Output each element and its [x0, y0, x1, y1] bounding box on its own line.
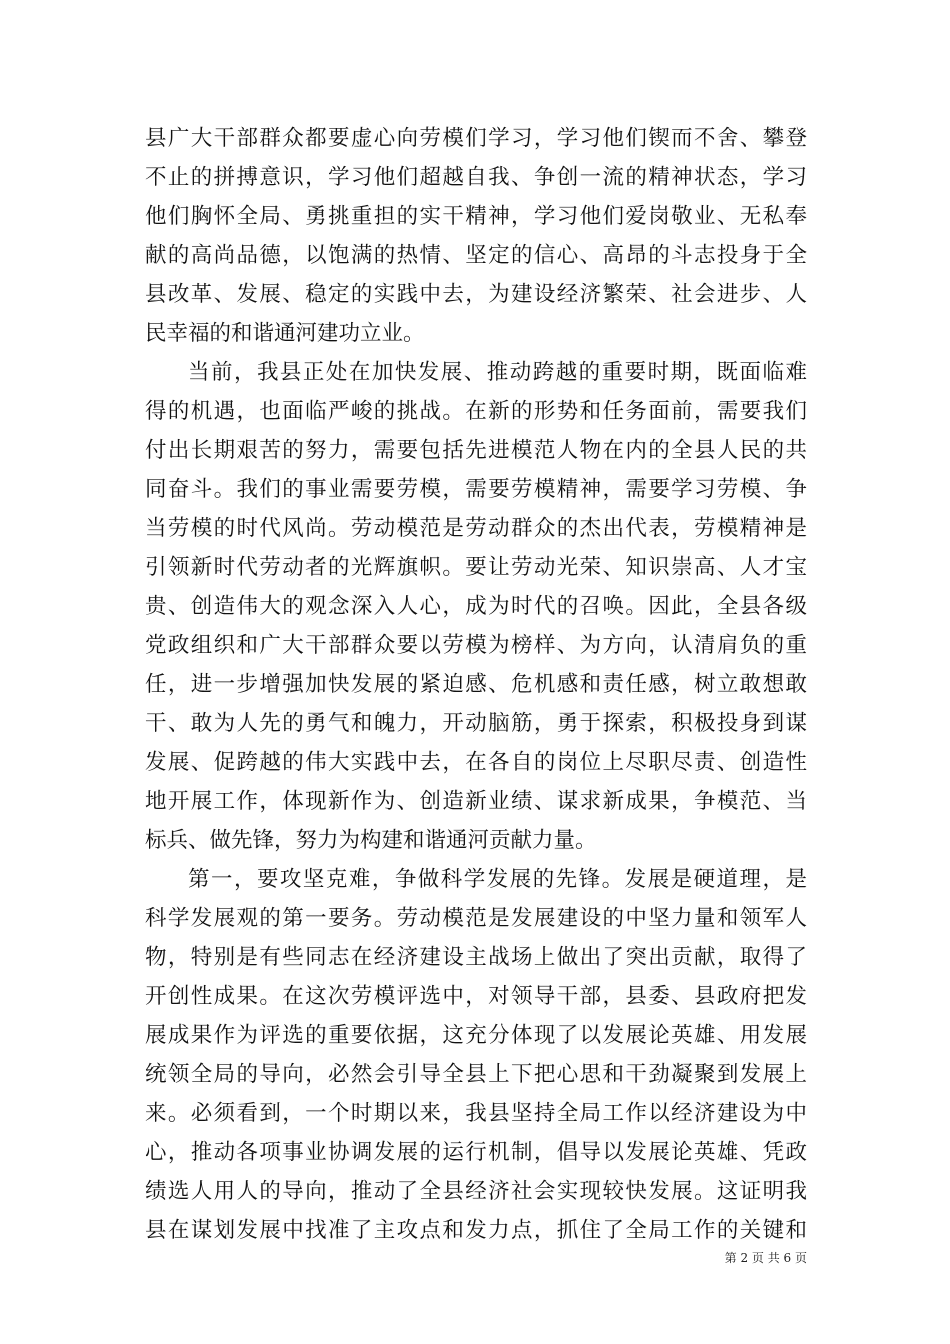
text-line: 科学发展观的第一要务。劳动模范是发展建设的中坚力量和领军人: [145, 906, 807, 931]
text-line: 物，特别是有些同志在经济建设主战场上做出了突出贡献，取得了: [145, 945, 807, 970]
paragraph-1: [145, 119, 807, 353]
text-line: 心，推动各项事业协调发展的运行机制，倡导以发展论英雄、凭政: [145, 1140, 807, 1165]
text-line: 民幸福的和谐通河建功立业。: [145, 321, 425, 346]
text-line: 得的机遇，也面临严峻的挑战。在新的形势和任务面前，需要我们: [145, 399, 807, 424]
text-line: 干、敢为人先的勇气和魄力，开动脑筋，勇于探索，积极投身到谋: [145, 711, 807, 736]
text-line: 统领全局的导向，必然会引导全县上下把心思和干劲凝聚到发展上: [145, 1062, 807, 1087]
page-number-footer: 第 2 页 共 6 页: [724, 1251, 807, 1265]
text-line: 引领新时代劳动者的光辉旗帜。要让劳动光荣、知识崇高、人才宝: [145, 555, 807, 580]
text-line: 当劳模的时代风尚。劳动模范是劳动群众的杰出代表，劳模精神是: [145, 516, 807, 541]
text-line: 不止的拼搏意识，学习他们超越自我、争创一流的精神状态，学习: [145, 165, 807, 190]
text-line: 献的高尚品德，以饱满的热情、坚定的信心、高昂的斗志投身于全: [145, 243, 807, 268]
text-line: 绩选人用人的导向，推动了全县经济社会实现较快发展。这证明我: [145, 1179, 807, 1204]
text-line: 贵、创造伟大的观念深入人心，成为时代的召唤。因此，全县各级: [145, 594, 807, 619]
text-line: 付出长期艰苦的努力，需要包括先进模范人物在内的全县人民的共: [145, 438, 807, 463]
text-line: 来。必须看到，一个时期以来，我县坚持全局工作以经济建设为中: [145, 1101, 807, 1126]
paragraph-3: [145, 860, 807, 1250]
text-line: 地开展工作，体现新作为、创造新业绩、谋求新成果，争模范、当: [145, 789, 807, 814]
text-line: 发展、促跨越的伟大实践中去，在各自的岗位上尽职尽责、创造性: [145, 750, 807, 775]
text-line: 党政组织和广大干部群众要以劳模为榜样、为方向，认清肩负的重: [145, 633, 807, 658]
text-line: 同奋斗。我们的事业需要劳模，需要劳模精神，需要学习劳模、争: [145, 477, 807, 502]
paragraph-2: [145, 353, 807, 860]
text-line: 标兵、做先锋，努力为构建和谐通河贡献力量。: [145, 828, 597, 853]
text-line: 县改革、发展、稳定的实践中去，为建设经济繁荣、社会进步、人: [145, 282, 807, 307]
text-line: 任，进一步增强加快发展的紧迫感、危机感和责任感，树立敢想敢: [145, 672, 807, 697]
text-line: 当前，我县正处在加快发展、推动跨越的重要时期，既面临难: [188, 360, 807, 385]
text-line: 县在谋划发展中找准了主攻点和发力点，抓住了全局工作的关键和: [145, 1218, 807, 1243]
text-line: 他们胸怀全局、勇挑重担的实干精神，学习他们爱岗敬业、无私奉: [145, 204, 807, 229]
body-text: [145, 119, 807, 1250]
text-line: 展成果作为评选的重要依据，这充分体现了以发展论英雄、用发展: [145, 1023, 807, 1048]
text-line: 第一，要攻坚克难，争做科学发展的先锋。发展是硬道理，是: [188, 867, 807, 892]
text-line: 开创性成果。在这次劳模评选中，对领导干部，县委、县政府把发: [145, 984, 807, 1009]
text-line: 县广大干部群众都要虚心向劳模们学习，学习他们锲而不舍、攀登: [145, 126, 807, 151]
